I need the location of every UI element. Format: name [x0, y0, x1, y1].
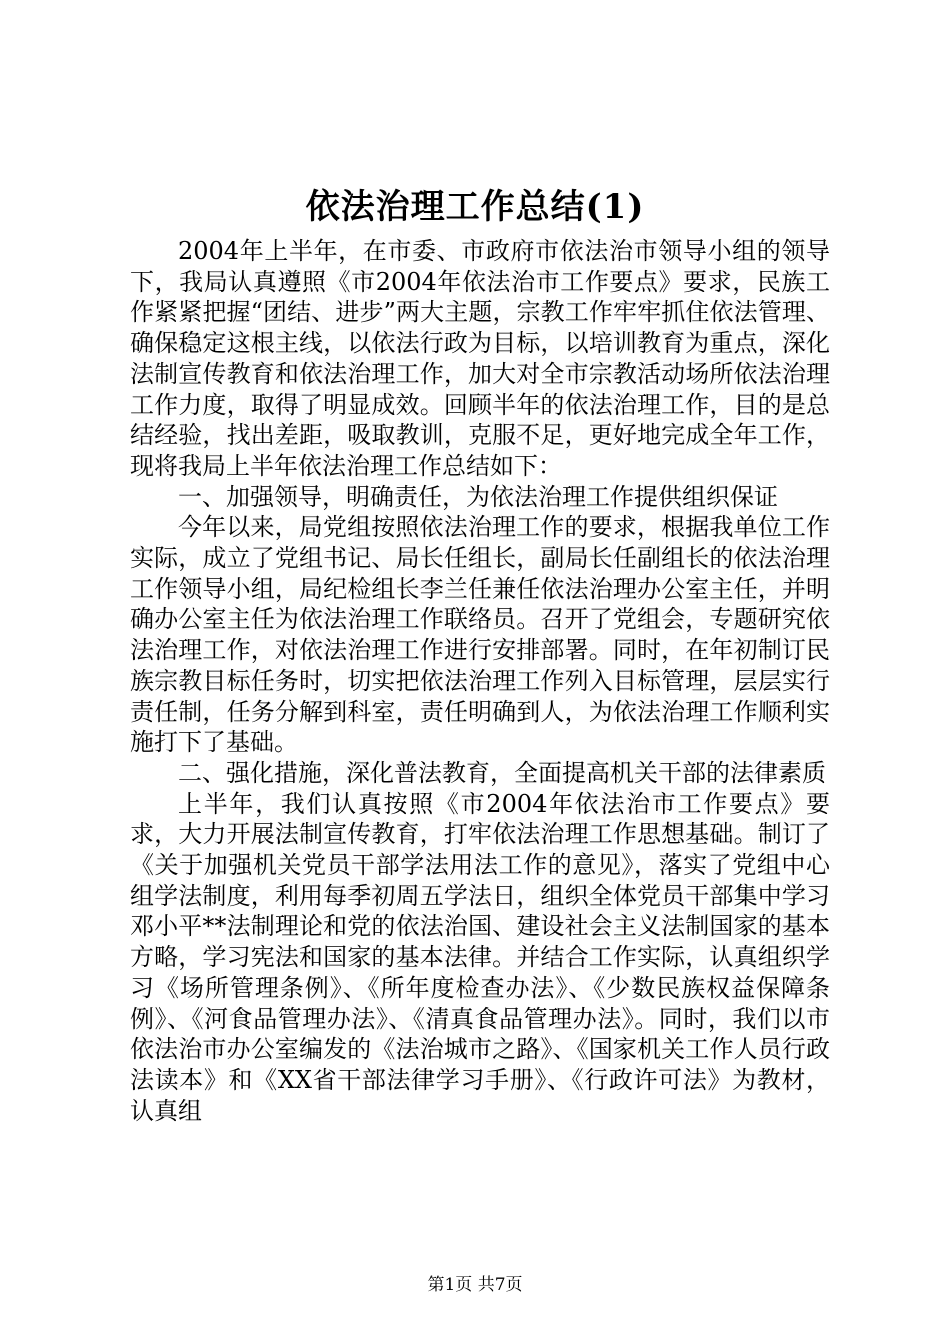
paragraph-section-2: 上半年，我们认真按照《市2004年依法治市工作要点》要求，大力开展法制宣传教育，打牢依法治理工作思想基础。制订了《关于加强机关党员干部学法用法工作的意见》，落实了党组中心组学法制度，利用每季初周五学法日，组织全体党员干部集中学习邓小平**法制理论和党的依法治国、建设社会主义法制国家的基本方略，学习宪法和国家的基本法律。并结合工作实际，认真组织学习《场所管理条例》、《所年度检查办法》、《少数民族权益保障条例》、《河食品管理办法》、《清真食品管理办法》。同时，我们以市依法治市办公室编发的《法治城市之路》、《国家机关工作人员行政法读本》和《XX省干部法律学习手册》、《行政许可法》为教材，认真组: [130, 789, 830, 1125]
paragraph-intro: 2004年上半年，在市委、市政府市依法治市领导小组的领导下，我局认真遵照《市2004年依法治市工作要点》要求，民族工作紧紧把握“团结、进步”两大主题，宗教工作牢牢抓住依法管理、确保稳定这根主线，以依法行政为目标，以培训教育为重点，深化法制宣传教育和依法治理工作，加大对全市宗教活动场所依法治理工作力度，取得了明显成效。回顾半年的依法治理工作，目的是总结经验，找出差距，吸取教训，克服不足，更好地完成全年工作，现将我局上半年依法治理工作总结如下：: [130, 237, 830, 480]
document-body: [130, 236, 830, 1126]
section-heading-2: 二、强化措施，深化普法教育，全面提高机关干部的法律素质: [178, 758, 826, 787]
document-title: 依法治理工作总结(1): [305, 187, 645, 227]
section-heading-1: 一、加强领导，明确责任，为依法治理工作提供组织保证: [178, 482, 778, 511]
paragraph-section-1: 今年以来，局党组按照依法治理工作的要求，根据我单位工作实际，成立了党组书记、局长任组长，副局长任副组长的依法治理工作领导小组，局纪检组长李兰任兼任依法治理办公室主任，并明确办公室主任为依法治理工作联络员。召开了党组会，专题研究依法治理工作，对依法治理工作进行安排部署。同时，在年初制订民族宗教目标任务时，切实把依法治理工作列入目标管理，层层实行责任制，任务分解到科室，责任明确到人，为依法治理工作顺利实施打下了基础。: [130, 513, 830, 757]
page-number-footer: 第1页 共7页: [427, 1275, 523, 1295]
